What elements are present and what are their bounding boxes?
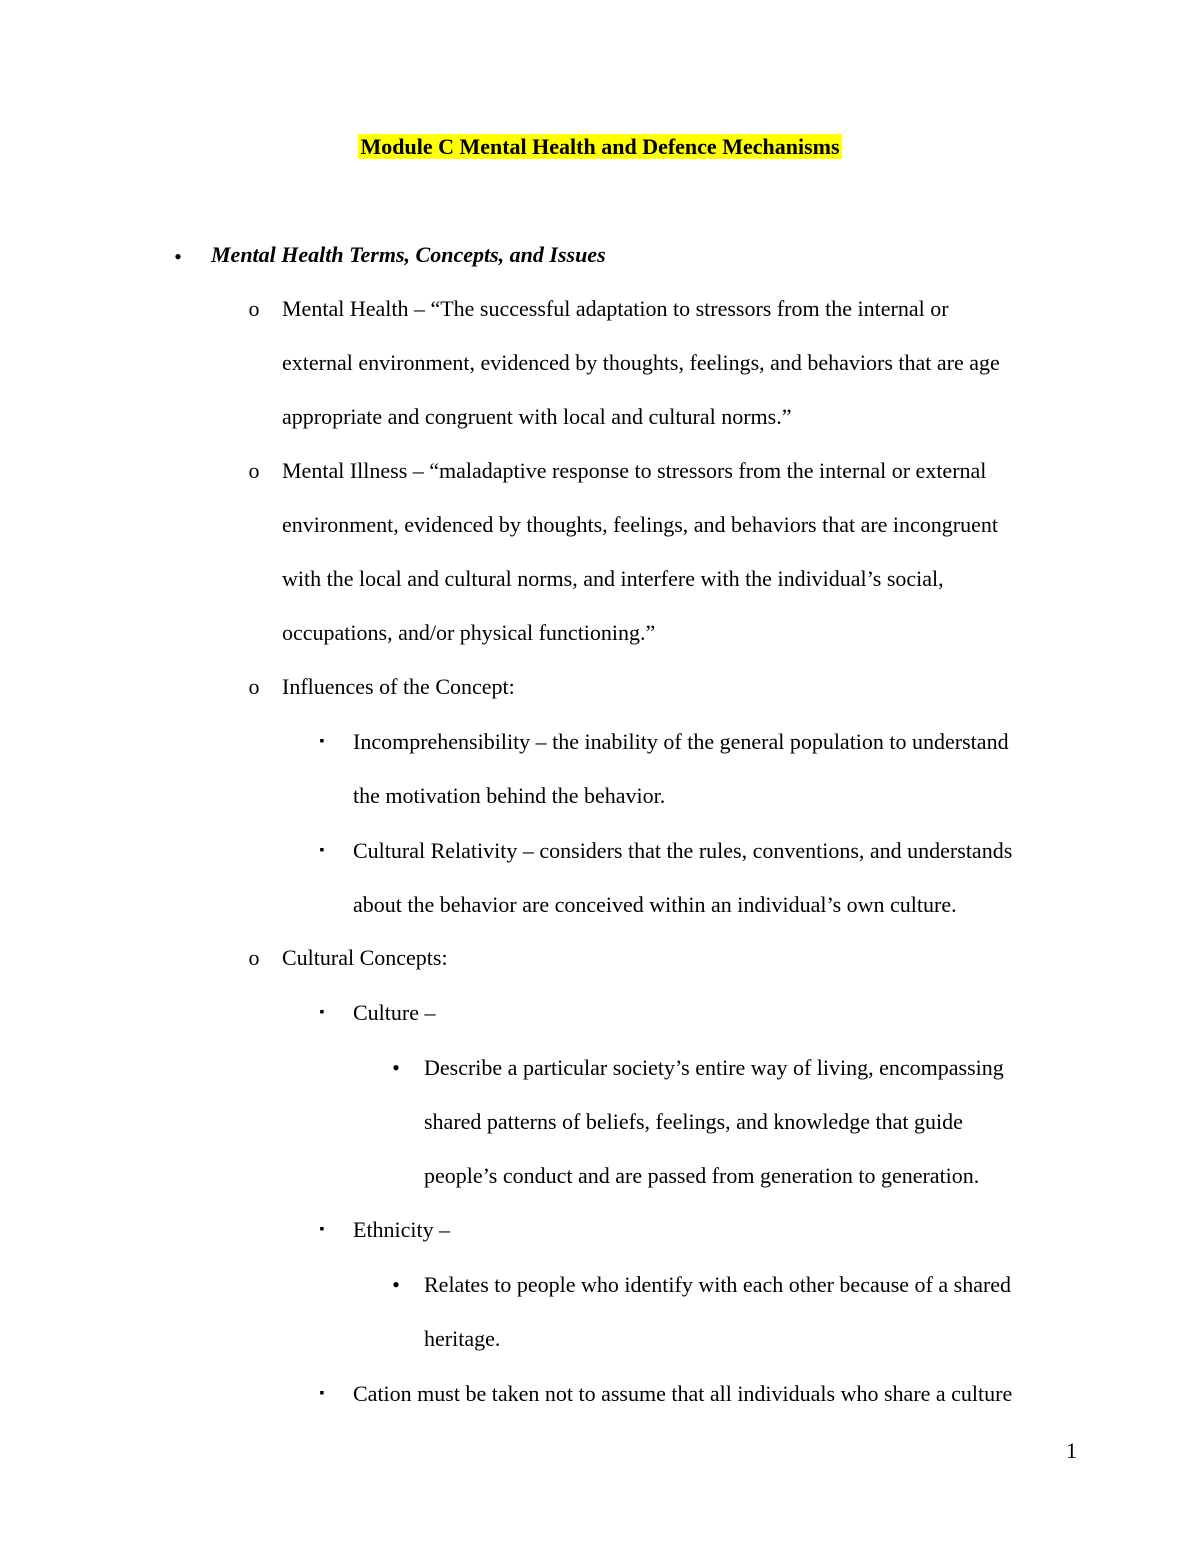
circle-bullet-icon: o [248, 674, 260, 699]
cultural-concepts-heading: Cultural Concepts: [282, 945, 448, 970]
bullet-icon: • [392, 1272, 400, 1297]
culture-term: Culture – [353, 1000, 436, 1025]
mental-illness-line: with the local and cultural norms, and interfere with the individual’s social, [282, 566, 944, 591]
ethnicity-desc-line: heritage. [424, 1326, 501, 1351]
square-bullet-icon: ▪ [319, 843, 325, 858]
title-highlight: Module C Mental Health and Defence Mechanisms [360, 134, 840, 159]
page-title [0, 131, 1200, 163]
circle-bullet-icon: o [248, 296, 260, 321]
section-heading: Mental Health Terms, Concepts, and Issues [211, 242, 606, 267]
caution-line: Cation must be taken not to assume that all individuals who share a culture [353, 1381, 1013, 1406]
mental-health-line: Mental Health – “The successful adaptation to stressors from the internal or [282, 296, 949, 321]
culture-desc-line: people’s conduct and are passed from generation to generation. [424, 1163, 980, 1188]
mental-illness-line: environment, evidenced by thoughts, feelings, and behaviors that are incongruent [282, 512, 999, 537]
mental-illness-line: Mental Illness – “maladaptive response to stressors from the internal or external [282, 458, 987, 483]
incomprehensibility-line: the motivation behind the behavior. [353, 783, 666, 808]
square-bullet-icon: ▪ [319, 1386, 325, 1401]
cultural-relativity-line: about the behavior are conceived within an individual’s own culture. [353, 892, 957, 917]
culture-desc-line: Describe a particular society’s entire way of living, encompassing [424, 1055, 1004, 1080]
heading-bullet-icon: • [174, 244, 182, 269]
influences-heading: Influences of the Concept: [282, 674, 515, 699]
culture-desc-line: shared patterns of beliefs, feelings, and knowledge that guide [424, 1109, 963, 1134]
square-bullet-icon: ▪ [319, 1222, 325, 1237]
circle-bullet-icon: o [248, 945, 260, 970]
bullet-icon: • [392, 1055, 400, 1080]
square-bullet-icon: ▪ [319, 734, 325, 749]
circle-bullet-icon: o [248, 458, 260, 483]
ethnicity-term: Ethnicity – [353, 1217, 451, 1242]
incomprehensibility-line: Incomprehensibility – the inability of the general population to understand [353, 729, 1009, 754]
square-bullet-icon: ▪ [319, 1005, 325, 1020]
mental-health-line: external environment, evidenced by thoughts, feelings, and behaviors that are age [282, 350, 1000, 375]
mental-illness-line: occupations, and/or physical functioning.” [282, 620, 656, 645]
ethnicity-desc-line: Relates to people who identify with each other because of a shared [424, 1272, 1012, 1297]
cultural-relativity-line: Cultural Relativity – considers that the rules, conventions, and understands [353, 838, 1013, 863]
mental-health-line: appropriate and congruent with local and cultural norms.” [282, 404, 792, 429]
page-number: 1 [1066, 1438, 1077, 1463]
